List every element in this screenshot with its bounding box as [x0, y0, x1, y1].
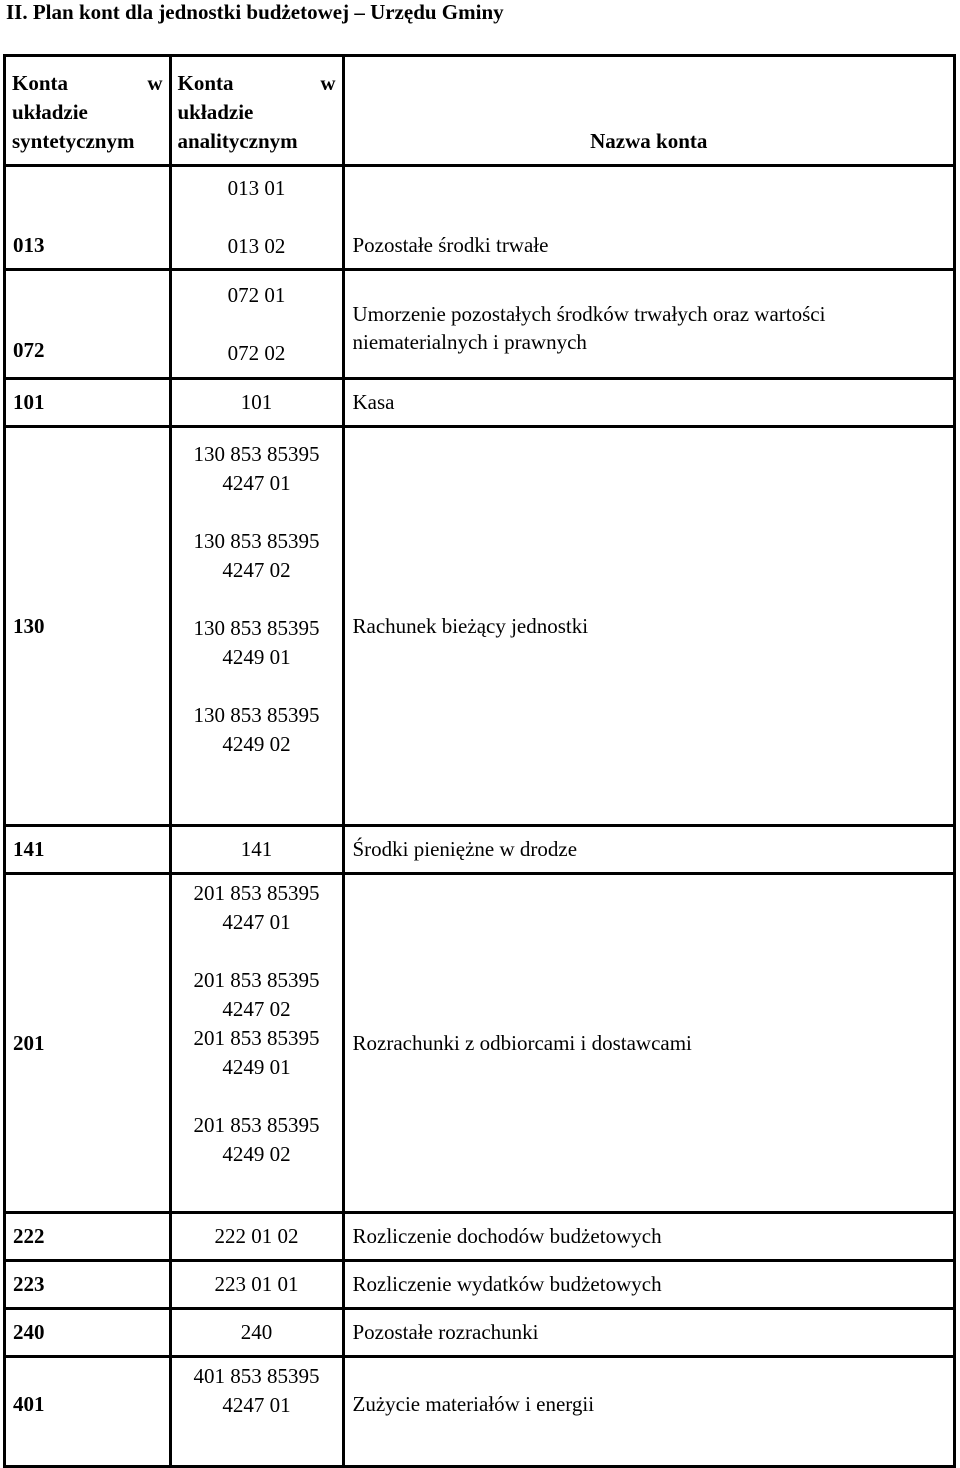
table-row: [6, 826, 953, 874]
table-row: [6, 1357, 953, 1467]
analytic-account: 072 02: [227, 340, 286, 365]
header-analytic-word-1: Konta: [177, 71, 234, 95]
synthetic-account: 240: [6, 1309, 170, 1357]
analytic-account: 101: [170, 379, 343, 427]
section-title: Plan kont dla jednostki budżetowej – Urzędu Gminy: [32, 0, 504, 24]
account-name: Kasa: [343, 379, 953, 427]
account-name: Rozliczenie dochodów budżetowych: [343, 1213, 953, 1261]
analytic-account: 201 853 85395 4249 01: [193, 1026, 320, 1079]
header-synthetic-word-1: Konta: [12, 71, 69, 95]
synthetic-account: 013: [6, 166, 170, 270]
section-number: II.: [6, 0, 28, 24]
table-row: [6, 1261, 953, 1309]
analytic-account: 130 853 85395 4249 02: [193, 703, 320, 756]
analytic-accounts: [170, 874, 343, 1213]
account-name: Rachunek bieżący jednostki: [343, 427, 953, 826]
synthetic-account: 072: [6, 270, 170, 379]
synthetic-account: 222: [6, 1213, 170, 1261]
header-synthetic-word-3: układzie: [12, 100, 88, 124]
synthetic-account: 223: [6, 1261, 170, 1309]
table-row: [6, 1309, 953, 1357]
analytic-account: 072 01: [227, 282, 286, 307]
header-account-name: Nazwa konta: [343, 57, 953, 166]
account-name: Środki pieniężne w drodze: [343, 826, 953, 874]
analytic-accounts: [170, 427, 343, 826]
header-synthetic-accounts: [6, 57, 170, 166]
analytic-accounts: [170, 270, 343, 379]
analytic-account: 401 853 85395 4247 01: [193, 1364, 320, 1417]
table-row: [6, 270, 953, 379]
account-name: Umorzenie pozostałych środków trwałych oraz wartości niematerialnych i prawnych: [343, 270, 953, 379]
account-name: Rozliczenie wydatków budżetowych: [343, 1261, 953, 1309]
synthetic-account: 401: [6, 1357, 170, 1467]
analytic-accounts: [170, 1357, 343, 1467]
account-name: Zużycie materiałów i energii: [343, 1357, 953, 1467]
synthetic-account: 101: [6, 379, 170, 427]
analytic-account: 013 01: [227, 176, 286, 200]
analytic-account: 223 01 01: [170, 1261, 343, 1309]
table-row: [6, 166, 953, 270]
table-row: [6, 427, 953, 826]
header-analytic-accounts: [170, 57, 343, 166]
header-analytic-word-2: w: [320, 71, 336, 95]
analytic-account: 013 02: [227, 234, 286, 258]
analytic-account: 222 01 02: [170, 1213, 343, 1261]
account-name: Pozostałe rozrachunki: [343, 1309, 953, 1357]
analytic-account: 201 853 85395 4247 01: [193, 881, 320, 934]
account-name: Pozostałe środki trwałe: [343, 166, 953, 270]
analytic-accounts: [170, 166, 343, 270]
synthetic-account: 201: [6, 874, 170, 1213]
analytic-account: 130 853 85395 4247 02: [193, 529, 320, 582]
table-row: [6, 1213, 953, 1261]
header-analytic-word-4: analitycznym: [177, 129, 298, 153]
synthetic-account: 130: [6, 427, 170, 826]
analytic-account: 141: [170, 826, 343, 874]
header-synthetic-word-4: syntetycznym: [12, 129, 135, 153]
synthetic-account: 141: [6, 826, 170, 874]
analytic-account: 130 853 85395 4249 01: [193, 616, 320, 669]
page-title: [6, 0, 504, 26]
header-analytic-word-3: układzie: [177, 100, 254, 124]
table-row: [6, 874, 953, 1213]
header-synthetic-word-2: w: [147, 71, 163, 95]
analytic-account: 130 853 85395 4247 01: [193, 442, 320, 495]
table-row: [6, 379, 953, 427]
analytic-account: 240: [170, 1309, 343, 1357]
analytic-account: 201 853 85395 4247 02: [193, 968, 320, 1021]
chart-of-accounts-table: [3, 54, 956, 1468]
analytic-account: 201 853 85395 4249 02: [193, 1113, 320, 1166]
account-name: Rozrachunki z odbiorcami i dostawcami: [343, 874, 953, 1213]
table-header-row: [6, 57, 953, 166]
